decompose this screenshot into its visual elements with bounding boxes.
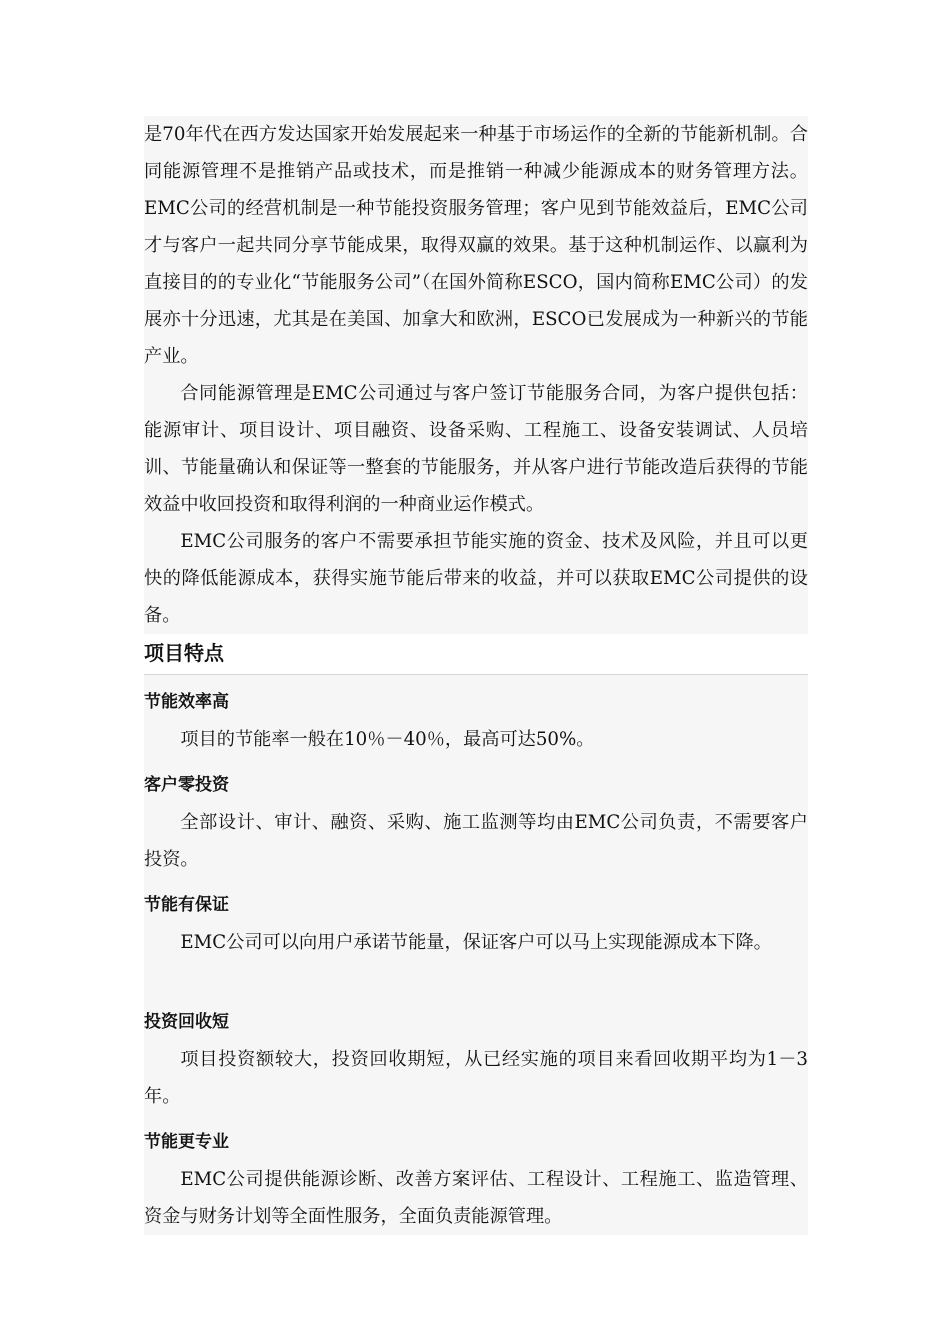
features-block xyxy=(144,675,808,1235)
section-title: 项目特点 xyxy=(144,634,808,675)
feature-text-guarantee: EMC公司可以向用户承诺节能量，保证客户可以马上实现能源成本下降。 xyxy=(180,932,772,953)
blank-line xyxy=(144,961,808,995)
feature-text-efficiency: 项目的节能率一般在10％－40％，最高可达50%。 xyxy=(180,729,595,750)
feature-title-guarantee: 节能有保证 xyxy=(144,895,229,915)
feature-title-professional: 节能更专业 xyxy=(144,1132,229,1152)
feature-text-payback: 项目投资额较大，投资回收期短，从已经实施的项目来看回收期平均为1－3年。 xyxy=(144,1049,808,1107)
intro-block xyxy=(144,116,808,634)
intro-paragraph-3: EMC公司服务的客户不需要承担节能实施的资金、技术及风险，并且可以更快的降低能源成本，获得实施节能后带来的收益，并可以获取EMC公司提供的设备。 xyxy=(144,531,808,626)
intro-paragraph-1: 是70年代在西方发达国家开始发展起来一种基于市场运作的全新的节能新机制。合同能源管理不是推销产品或技术，而是推销一种减少能源成本的财务管理方法。EMC公司的经营机制是一种节能投资服务管理；客户见到节能效益后，EMC公司才与客户一起共同分享节能成果，取得双赢的效果。基于这种机制运作、以赢利为直接目的的专业化“节能服务公司”（在国外简称ESCO，国内简称EMC公司）的发展亦十分迅速，尤其是在美国、加拿大和欧洲，ESCO已发展成为一种新兴的节能产业。 xyxy=(144,124,808,367)
feature-title-efficiency: 节能效率高 xyxy=(144,692,229,712)
document-body xyxy=(144,116,808,1235)
feature-title-payback: 投资回收短 xyxy=(144,1012,229,1032)
feature-text-professional: EMC公司提供能源诊断、改善方案评估、工程设计、工程施工、监造管理、资金与财务计划等全面性服务，全面负责能源管理。 xyxy=(144,1169,808,1227)
intro-paragraph-2: 合同能源管理是EMC公司通过与客户签订节能服务合同，为客户提供包括：能源审计、项目设计、项目融资、设备采购、工程施工、设备安装调试、人员培训、节能量确认和保证等一整套的节能服务，并从客户进行节能改造后获得的节能效益中收回投资和取得利润的一种商业运作模式。 xyxy=(144,383,808,515)
feature-text-zero-investment: 全部设计、审计、融资、采购、施工监测等均由EMC公司负责，不需要客户投资。 xyxy=(144,812,808,870)
feature-title-zero-investment: 客户零投资 xyxy=(144,775,229,795)
